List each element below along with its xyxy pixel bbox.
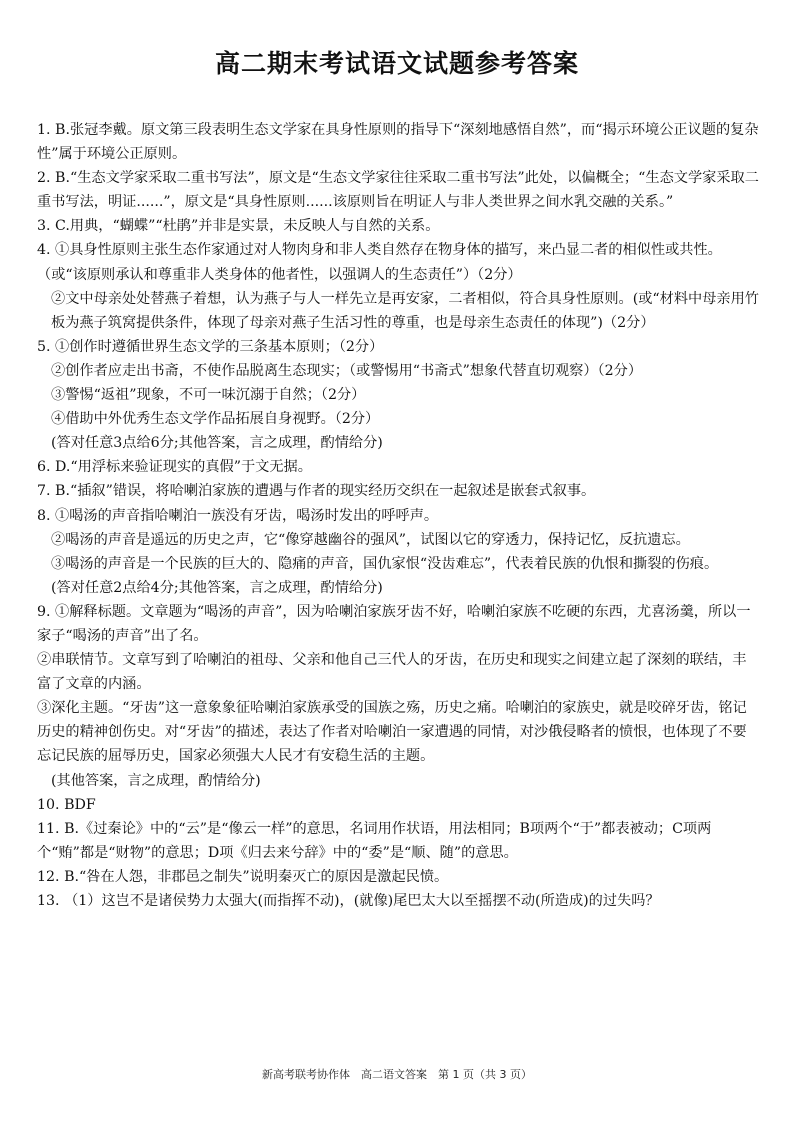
answer-paragraph: ②创作者应走出书斋，不使作品脱离生态现实；（或警惕用“书斋式”想象代替直切观察）（2分） [51,362,643,379]
answer-paragraph: 7. B.“插叙”错误，将哈喇泊家族的遭遇与作者的现实经历交织在一起叙述是嵌套式叙事。 [37,483,596,500]
answer-paragraph: (答对任意2点给4分;其他答案，言之成理，酌情给分) [51,579,383,596]
answer-paragraph: 8. ①喝汤的声音指哈喇泊一族没有牙齿，喝汤时发出的呼呼声。 [37,507,439,524]
answer-paragraph: 9. ①解释标题。文章题为“喝汤的声音”，因为哈喇泊家族牙齿不好，哈喇泊家族不吃硬的东西，尤喜汤羹，所以一家子“喝汤的声音”出了名。 [37,603,751,644]
answer-paragraph: ③喝汤的声音是一个民族的巨大的、隐痛的声音，国仇家恨“没齿难忘”，代表着民族的仇恨和撕裂的伤痕。 [51,555,719,572]
answer-paragraph: 12. B.“咎在人怨，非郡邑之制失”说明秦灭亡的原因是激起民愤。 [37,868,449,885]
answer-paragraph: ②喝汤的声音是遥远的历史之声，它“像穿越幽谷的强风”，试图以它的穿透力，保持记忆，反抗遗忘。 [51,531,690,548]
answer-paragraph: (答对任意3点给6分;其他答案，言之成理，酌情给分) [51,435,383,452]
answer-paragraph: 5. ①创作时遵循世界生态文学的三条基本原则；（2分） [37,338,384,355]
answer-paragraph: 6. D.“用浮标来验证现实的真假”于文无据。 [37,459,312,476]
answer-paragraph: 13. （1）这岂不是诸侯势力太强大(而指挥不动)，(就像)尾巴太大以至摇摆不动(所造成)的过失吗？ [37,893,660,909]
answer-content [37,118,759,913]
page-footer: 新高考联考协作体 高二语文答案 第 1 页（共 3 页） [262,1068,532,1081]
answer-paragraph: 11. B.《过秦论》中的“云”是“像云一样”的意思，名词用作状语，用法相同；B项两个“于”都表被动；C项两个“贿”都是“财物”的意思；D项《归去来兮辞》中的“委”是“顺、随”的意思。 [37,820,712,861]
answer-paragraph: 10. BDF [37,796,96,813]
answer-paragraph: 1. B.张冠李戴。原文第三段表明生态文学家在具身性原则的指导下“深刻地感悟自然”，而“揭示环境公正议题的复杂性”属于环境公正原则。 [37,122,759,163]
answer-paragraph: ③深化主题。“牙齿”这一意象象征哈喇泊家族承受的国族之殇，历史之痛。哈喇泊的家族史，就是咬碎牙齿，铭记历史的精神创伤史。对“牙齿”的描述，表达了作者对哈喇泊一家遭遇的同情，对沙俄侵略者的愤恨，也体现了不要忘记民族的屈辱历史，国家必须强大人民才有安稳生活的主题。 [37,700,747,765]
page-title: 高二期末考试语文试题参考答案 [214,49,579,78]
answer-paragraph: 2. B.“生态文学家采取二重书写法”，原文是“生态文学家往往采取二重书写法”此处，以偏概全；“生态文学家采取二重书写法，明证......”，原文是“具身性原则......该原则旨在明证人与非人类世界之间水乳交融的关系。” [37,170,759,211]
answer-paragraph: 3. C.用典，“蝴蝶”“杜鹃”并非是实景，未反映人与自然的关系。 [37,218,440,235]
answer-paragraph: ③警惕“返祖”现象，不可一味沉溺于自然；（2分） [51,387,366,404]
answer-paragraph: 4. ①具身性原则主张生态作家通过对人物肉身和非人类自然存在物身体的描写，来凸显二者的相似性或共性。（或“该原则承认和尊重非人类身体的他者性，以强调人的生态责任”）（2分） [37,242,722,283]
answer-paragraph: ②串联情节。文章写到了哈喇泊的祖母、父亲和他自己三代人的牙齿，在历史和现实之间建立起了深刻的联结，丰富了文章的内涵。 [37,652,747,693]
answer-paragraph: ②文中母亲处处替燕子着想，认为燕子与人一样先立是再安家，二者相似，符合具身性原则。(或“材料中母亲用竹板为燕子筑窝提供条件，体现了母亲对燕子生活习性的尊重，也是母亲生态责任的体现”)（2分） [51,290,759,331]
answer-paragraph: (其他答案，言之成理，酌情给分) [51,772,261,789]
answer-paragraph: ④借助中外优秀生态文学作品拓展自身视野。（2分） [51,411,380,428]
